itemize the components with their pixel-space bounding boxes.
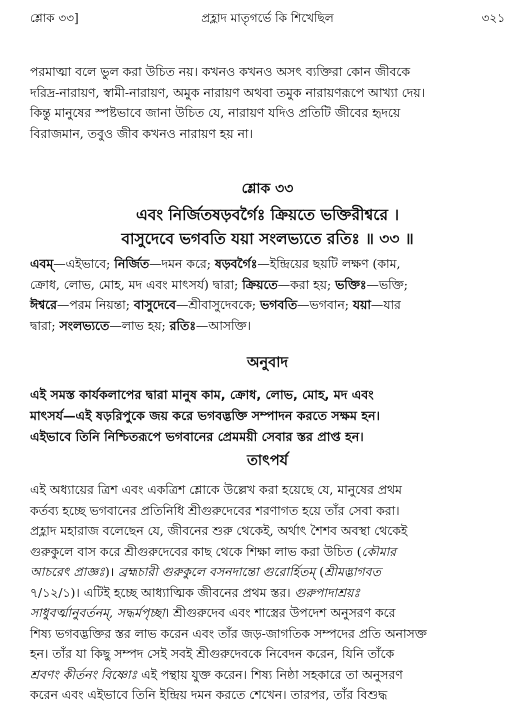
synonym-term: ক্রিয়তে [242, 276, 278, 292]
synonym-meaning: —যার [370, 297, 401, 312]
verse-reference: শ্লোক ৩৩] [30, 11, 79, 25]
synonym-meaning: দ্বারা; [30, 317, 60, 333]
verse-line-1: এবং নির্জিতষড়বর্গৈঃ ক্রিয়তে ভক্তিরীশ্বরে । [136, 205, 399, 224]
synonym-meaning: —দমন করে; [149, 256, 215, 271]
quoted-sanskrit: শ্রবণং কীর্তনং বিষ্ণোঃ [30, 666, 138, 682]
text-line: কিন্তু মানুষের স্পষ্টভাবে জানা উচিত যে, নারায়ণ যদিও প্রতিটি জীবের হৃদয়ে [30, 105, 401, 120]
synonym-term: নির্জিত [114, 256, 150, 271]
translation-line: এইভাবে তিনি নিশ্চিতরূপে ভগবানের প্রেমময়ী সেবার স্তর প্রাপ্ত হন। [30, 429, 364, 444]
synonym-term: সংলভ্যতে [59, 317, 110, 333]
intro-paragraph [30, 62, 505, 144]
purport-paragraph [30, 480, 505, 706]
page-header [30, 10, 505, 30]
purport-text: এই অধ্যায়ের ত্রিশ এবং একত্রিশ শ্লোকে উল্লেখ করা হয়েছে যে, মানুষের প্রথম [30, 482, 402, 497]
translation-title: অনুবাদ [246, 354, 289, 371]
purport-line [30, 521, 505, 542]
synonym-meaning: —এইভাবে; [53, 256, 115, 271]
synonym-line [30, 254, 505, 275]
synonym-meaning: —লাভ হয়; [109, 317, 170, 333]
quoted-sanskrit: সাধুবর্ত্মানুবর্তনম্, সদ্ধর্মপৃচ্ছা [30, 605, 165, 620]
synonym-term: রতিঃ [169, 317, 196, 333]
purport-line [30, 562, 505, 583]
translation-line: এই সমস্ত কার্যকলাপের দ্বারা মানুষ কাম, ক্রোধ, লোভ, মোহ, মদ এবং [30, 387, 374, 402]
synonym-meaning: —শ্রীবাসুদেবকে; [175, 297, 261, 312]
synonym-term: এবম্ [30, 256, 54, 271]
purport-line [30, 480, 505, 501]
quoted-sanskrit: ব্রহ্মচারী গুরুকুলে বসনদান্তো গুরোর্হিতম্ [118, 564, 316, 579]
purport-line [30, 501, 505, 522]
synonym-line [30, 316, 505, 337]
purport-line [30, 644, 505, 665]
page-number: ৩২১ [481, 11, 505, 25]
synonym-line [30, 275, 505, 296]
synonym-line [30, 295, 505, 316]
quoted-sanskrit: কৌমার [361, 543, 397, 559]
purport-text: । শ্রীগুরুদেব এবং শাস্ত্রের উপদেশ অনুসরণ করে [164, 605, 396, 620]
synonym-term: ষড়বর্গৈঃ [214, 256, 258, 271]
text-line: দরিদ্র-নারায়ণ, স্বামী-নারায়ণ, অমুক নারায়ণ অথবা তমুক নারায়ণরূপে আখ্যা দেয়। [30, 84, 426, 100]
purport-text: হন। তাঁর যা কিছু সম্পদ সেই সবই শ্রীগুরুদেবকে নিবেদন করেন, যিনি তাঁকে [30, 646, 395, 661]
synonym-term: যয়া [352, 297, 371, 312]
purport-text: ৭/১২/১)। এটিই হচ্ছে আধ্যাত্মিক জীবনের প্রথম স্তর। [30, 584, 295, 600]
synonym-meaning: —ভগবান; [297, 297, 353, 312]
translation-line: মাৎসর্য—এই ষড়রিপুকে জয় করে ভগবদ্ভক্তি সম্পাদন করতে সক্ষম হন। [30, 408, 380, 423]
chapter-title: প্রহ্লাদ মাতৃগর্ভে কি শিখেছিল [201, 11, 334, 25]
purport-text: এই পন্থায় যুক্ত করেন। শিষ্য নিষ্ঠা সহকারে তা অনুসরণ [137, 666, 403, 682]
quoted-sanskrit: শ্রীমদ্ভাগবত [324, 564, 381, 579]
purport-text: কর্তব্য হচ্ছে ভগবানের প্রতিনিধি শ্রীগুরুদেবের শরণাগত হয়ে তাঁর সেবা করা। [30, 502, 400, 518]
purport-text: গুরুকুলে বাস করে শ্রীগুরুদেবের কাছ থেকে শিক্ষা লাভ করা উচিত ( [30, 543, 362, 559]
synonym-meaning: —আসক্তি। [195, 317, 251, 333]
purport-title: তাৎপর্য [246, 452, 289, 469]
purport-text: করেন এবং এইভাবে তিনি ইন্দ্রিয় দমন করতে শেখেন। তারপর, তাঁর বিশুদ্ধ [30, 687, 388, 702]
purport-text: )। [104, 564, 119, 579]
verse-title: শ্লোক ৩৩ [241, 181, 294, 197]
synonyms-paragraph [30, 254, 505, 336]
purport-line [30, 542, 505, 563]
verse-block [30, 177, 505, 251]
text-line: পরমাত্মা বলে ভুল করা উচিত নয়। কখনও কখনও অসৎ ব্যক্তিরা কোন জীবকে [30, 64, 411, 79]
synonym-term: বাসুদেবে [133, 297, 176, 312]
synonym-meaning: ক্রোধ, লোভ, মোহ, মদ এবং মাৎসর্য) দ্বারা; [30, 276, 243, 292]
purport-text: প্রহ্লাদ মহারাজ বলেছেন যে, জীবনের শুরু থেকেই, অর্থাৎ শৈশব অবস্থা থেকেই [30, 523, 408, 538]
purport-line [30, 685, 505, 706]
text-line: বিরাজমান, তবুও জীব কখনও নারায়ণ হয় না। [30, 125, 253, 141]
synonym-term: ভক্তিঃ [335, 276, 367, 292]
purport-line [30, 583, 505, 604]
synonym-meaning: —ভক্তি; [366, 276, 408, 292]
purport-line [30, 603, 505, 624]
translation-section [30, 352, 505, 447]
quoted-sanskrit: আচরেৎ প্রাজ্ঞঃ [30, 564, 105, 579]
synonym-meaning: —পরম নিয়ন্তা; [56, 297, 134, 312]
synonym-term: ভগবতি [260, 297, 298, 312]
purport-section [30, 450, 505, 706]
synonym-meaning: —ইন্দ্রিয়ের ছয়টি লক্ষণ (কাম, [257, 256, 401, 271]
quoted-sanskrit: গুরুপাদাশ্রয়ঃ [294, 584, 361, 600]
synonym-meaning: —করা হয়; [277, 276, 336, 292]
purport-text: শিষ্য ভগবদ্ভক্তির স্তর লাভ করেন এবং তাঁর জড়-জাগতিক সম্পদের প্রতি অনাসক্ত [30, 625, 427, 641]
synonym-term: ঈশ্বরে [30, 297, 57, 312]
verse-line-2: বাসুদেবে ভগবতি যয়া সংলভ্যতে রতিঃ ॥ ৩৩ ॥ [121, 229, 414, 248]
purport-line [30, 624, 505, 645]
purport-text: ( [315, 564, 325, 579]
purport-line [30, 665, 505, 686]
